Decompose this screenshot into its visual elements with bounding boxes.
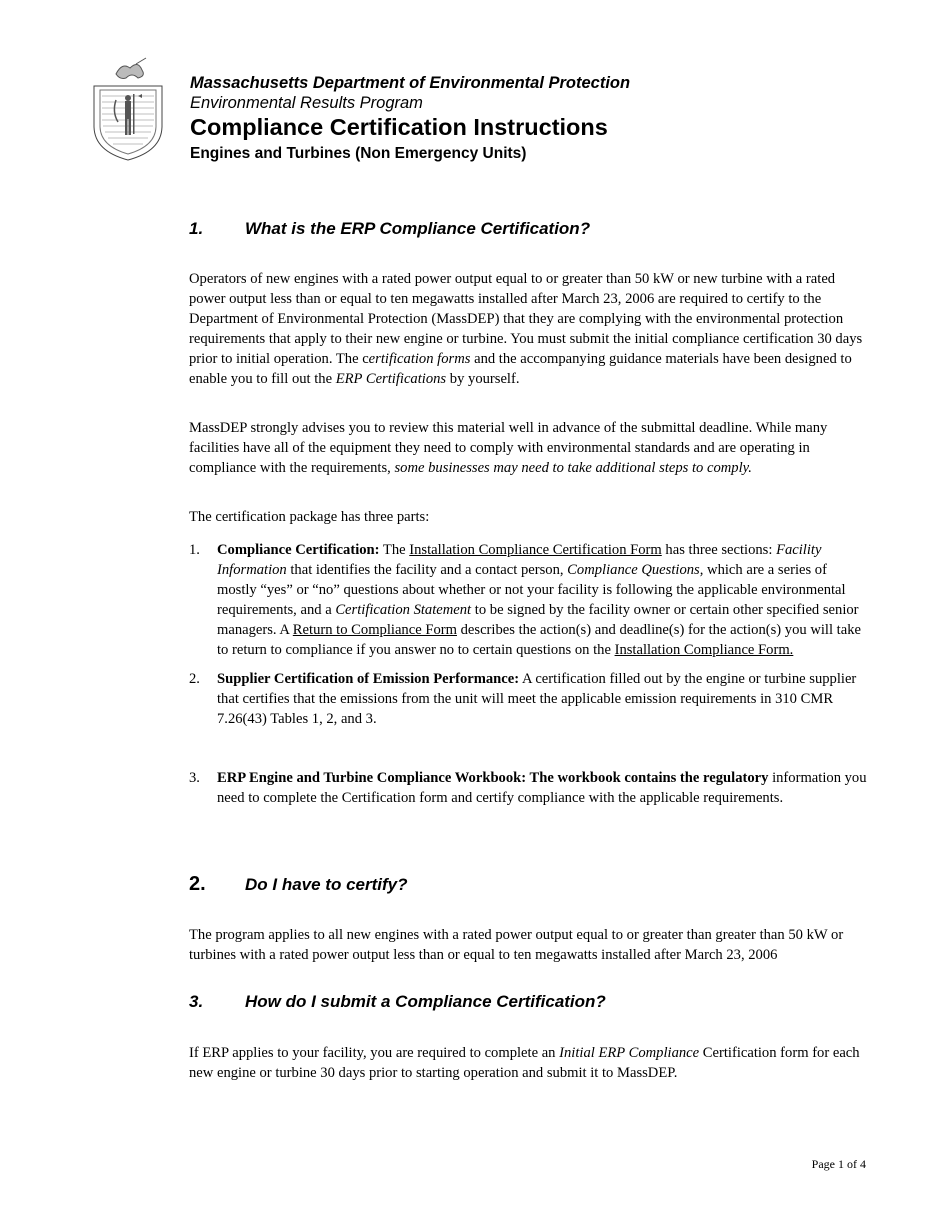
text-run: ertification forms — [368, 351, 471, 367]
text-run: describes the action(s) and deadline(s) for the action(s) you will take to return to compliance if you answer no to certain questions on the — [217, 622, 861, 658]
program-name: Environmental Results Program — [190, 94, 423, 112]
text-run: If ERP applies to your facility, you are required to complete an — [189, 1045, 560, 1061]
document-title: Compliance Certification Instructions — [190, 114, 608, 140]
text-run: by yourself. — [446, 371, 520, 387]
return-to-compliance-form-link[interactable]: Return to Compliance Form — [292, 622, 457, 638]
document-subtitle: Engines and Turbines (Non Emergency Units) — [190, 145, 527, 162]
page-number: Page 1 of 4 — [811, 1157, 866, 1171]
installation-form-link[interactable]: Installation Compliance Form. — [614, 642, 794, 658]
package-parts-list — [189, 540, 869, 808]
text-run: has three sections: — [661, 542, 777, 558]
list-item-title: ERP Engine and Turbine Compliance Workbook: The workbook contains the regulatory — [217, 770, 769, 786]
section-title: Do I have to certify? — [245, 875, 408, 894]
text-run: Compliance Questions, — [567, 562, 704, 578]
section-3-paragraph-1 — [189, 1043, 869, 1083]
massachusetts-seal-logo — [86, 56, 170, 162]
section-1-paragraph-2 — [189, 418, 869, 478]
text-run: that identifies the facility and a contact person, — [286, 562, 568, 578]
list-marker: 1. — [189, 542, 200, 558]
text-run: A certification filled out by the engine or turbine supplier that certifies that the emissions from the unit will meet the applicable emission requirements in 310 CMR 7.26(43) Tables 1, 2, and 3. — [217, 671, 857, 727]
text-run: MassDEP strongly advises you to review this material well in advance of the submittal deadline. While many facilities have all of the equipment they need to comply with environmental standards and are operating in compliance with the requirements, — [189, 420, 828, 476]
section-1-heading — [189, 219, 590, 239]
section-number: 2. — [189, 873, 206, 895]
list-item-title: Compliance Certification: — [217, 542, 380, 558]
text-run: information you need to complete the Certification form and certify compliance with the applicable requirements. — [217, 770, 867, 806]
text-run: ERP Certifications — [335, 371, 447, 387]
section-title: How do I submit a Compliance Certification? — [245, 992, 606, 1011]
list-item — [189, 669, 869, 729]
text-run: Operators of new engines with a rated power output equal to or greater than 50 kW or new turbine with a rated power output less than or equal to ten megawatts installed after March 23, 2006 are required to certify to the Department of Environmental Protection (MassDEP) that they are complying with the environmental protection requirements that apply to their new engine or turbine. You must submit the initial compliance certification 30 days prior to initial operation. The c — [189, 271, 863, 367]
text-run: some businesses may need to take additional steps to comply. — [394, 460, 752, 476]
section-2-heading — [189, 873, 407, 896]
list-item-title: Supplier Certification of Emission Performance: — [217, 671, 520, 687]
section-title: What is the ERP Compliance Certification? — [245, 219, 591, 238]
installation-form-link[interactable]: Installation Compliance Certification Form — [409, 542, 662, 558]
text-run: which are a series of mostly “yes” or “no” questions about whether or not your facility is following the applicable environmental requirements, and a — [217, 562, 846, 618]
text-run: to be signed by the facility owner or certain other specified senior managers. A — [217, 602, 859, 638]
text-run: Facility Information — [217, 542, 822, 578]
list-item — [189, 768, 869, 808]
section-1-paragraph-1 — [189, 269, 869, 389]
text-run: Initial ERP Compliance — [559, 1045, 700, 1061]
list-marker: 3. — [189, 770, 200, 786]
section-1-paragraph-3 — [189, 507, 869, 527]
section-2-paragraph-1 — [189, 925, 869, 965]
list-item — [189, 540, 869, 660]
list-marker: 2. — [189, 671, 200, 687]
section-number: 3. — [189, 992, 204, 1011]
text-run: Certification form for each new engine or turbine 30 days prior to starting operation and submit it to MassDEP. — [189, 1045, 860, 1081]
text-run: Certification Statement — [335, 602, 472, 618]
agency-name: Massachusetts Department of Environmental Protection — [190, 74, 631, 92]
section-number: 1. — [189, 219, 204, 238]
text-run: and the accompanying guidance materials have been designed to enable you to fill out the — [189, 351, 852, 387]
text-run: The — [379, 542, 410, 558]
text-run: The program applies to all new engines with a rated power output equal to or greater than greater than 50 kW or turbines with a rated power output less than or equal to ten megawatts installed after March 23, 2006 — [189, 927, 844, 963]
section-3-heading — [189, 992, 606, 1012]
text-run: The certification package has three parts: — [189, 509, 430, 525]
